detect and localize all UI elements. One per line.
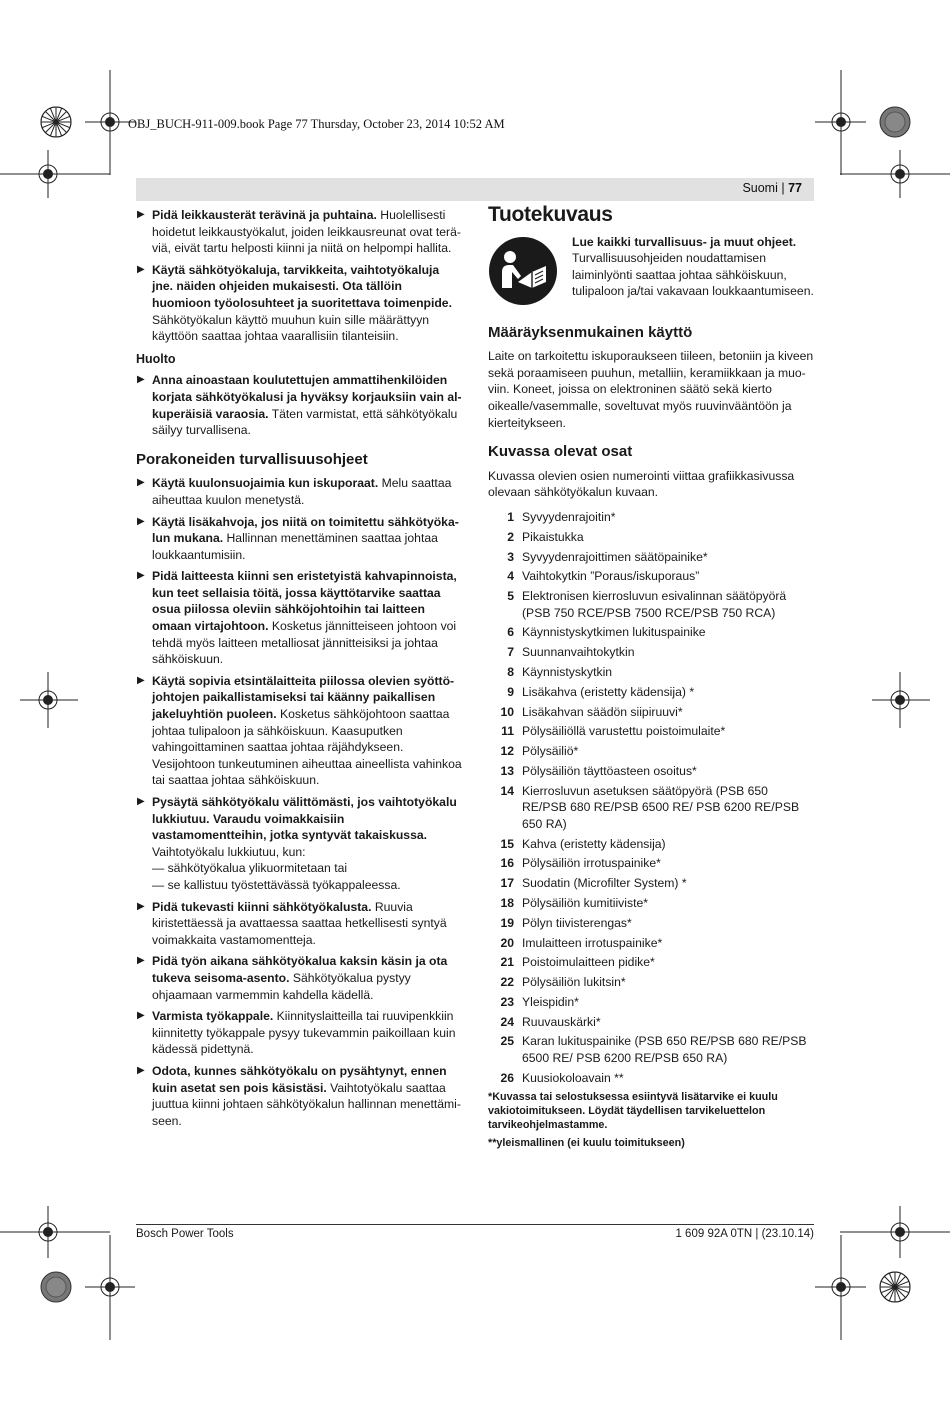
part-number: 23: [500, 994, 514, 1009]
crosshair-left-lower-icon: [0, 1206, 110, 1258]
bullet-item: [136, 794, 462, 860]
part-label: Suunnanvaihtokytkin: [522, 645, 635, 660]
part-number: 22: [500, 975, 514, 990]
color-target-bottom-right-icon: [880, 1272, 910, 1302]
part-number: 18: [500, 896, 514, 910]
crosshair-bottom-right-icon: [815, 1235, 866, 1340]
footer-divider: [136, 1224, 814, 1225]
part-label: Lisäkahvan säädön siipiruuvi*: [522, 704, 683, 719]
part-number: 9: [507, 684, 514, 699]
footer-doc-number: 1 609 92A 0TN | (23.10.14): [675, 1228, 814, 1240]
bullet-bold-text: Pysäytä sähkötyökalu välittömästi, jos vaihtotyökalu lukkiutuu. Varaudu voimakkaisiin vastamomentteihin, jotka syntyvät takaiskussa.: [152, 795, 457, 843]
warning-body-text: Turvallisuusohjeiden noudattamisen laiminlyönti saattaa johtaa sähköiskuun, tulipaloon ja/tai vakavaan loukkaantumiseen.: [572, 251, 814, 299]
warning-bold-text: Lue kaikki turvallisuus- ja muut ohjeet.: [572, 234, 797, 249]
part-label: Ruuvauskärki*: [522, 1014, 601, 1029]
crosshair-top-right-icon: [815, 70, 866, 175]
part-label: Kahva (eristetty kädensija): [522, 836, 666, 851]
triangle-bullet-icon: ▶: [137, 1010, 145, 1022]
bullet-bold-text: Odota, kunnes sähkötyökalu on pysähtynyt, ennen kuin asetat sen pois käsistäsi.: [152, 1063, 447, 1095]
bullet-item: [136, 673, 462, 789]
part-item: [488, 783, 814, 833]
triangle-bullet-icon: ▶: [137, 570, 145, 582]
part-label: Poistoimulaitteen pidike*: [522, 955, 655, 970]
part-item: [488, 935, 814, 952]
triangle-bullet-icon: ▶: [137, 674, 145, 686]
part-item: [488, 568, 814, 585]
crosshair-left-upper-icon: [0, 150, 110, 198]
part-label: Lisäkahva (eristetty kädensija) *: [522, 684, 695, 699]
color-target-top-right-icon: [880, 107, 910, 137]
part-item: [488, 974, 814, 991]
right-column: [488, 203, 814, 1154]
bullet-item: [136, 207, 462, 257]
part-item: [488, 723, 814, 740]
bullet-text: Ruuvia kiristettäessä ja avattaessa saattaa hetkellisesti syntyä voimakkaita vastamomentteja.: [152, 899, 447, 947]
bullet-bold-text: Käytä lisäkahvoja, jos niitä on toimitettu sähkötyökalun mukana.: [152, 514, 459, 546]
intended-use-heading: Määräyksenmukainen käyttö: [488, 323, 693, 341]
bullet-text: Kiinnityslaitteilla tai ruuvipenkkiin kiinnitetty työkappale pysyy tukevammin paikoillaan kuin kädessä pidettynä.: [152, 1009, 456, 1057]
bullet-item: [136, 1008, 462, 1058]
page-header-text: [742, 181, 802, 195]
triangle-bullet-icon: ▶: [137, 515, 145, 527]
part-label: Suodatin (Microfilter System) *: [522, 876, 687, 891]
bullet-text: Sähkötyökalua pystyy ohjaamaan varmemmin kahdella kädellä.: [152, 970, 411, 1002]
part-number: 8: [507, 665, 514, 679]
bullet-text: Täten varmistat, että sähkötyökalu säilyy turvallisena.: [152, 406, 458, 438]
color-target-top-left-icon: [41, 107, 71, 137]
triangle-bullet-icon: ▶: [137, 955, 145, 967]
triangle-bullet-icon: ▶: [137, 263, 145, 275]
part-number: 13: [500, 763, 514, 778]
part-item: [488, 895, 814, 912]
part-label: Pölysäiliö*: [522, 744, 579, 759]
crosshair-right-lower-icon: [840, 1206, 950, 1258]
crosshair-right-upper-icon: [840, 150, 950, 198]
part-item: [488, 1014, 814, 1031]
bullet-text: Vaihtotyökalu saattaa juuttua kiinni johtaen sähkötyökalun hallinnan menettämiseen.: [152, 1080, 461, 1128]
part-item: [488, 994, 814, 1011]
part-label: Vaihtokytkin ”Poraus/iskuporaus”: [522, 569, 700, 584]
part-item: [488, 644, 814, 661]
page-title: Tuotekuvaus: [488, 203, 613, 226]
bullet-bold-text: Pidä työn aikana sähkötyökalua kaksin käsin ja ota tukeva seisoma-asento.: [152, 954, 448, 985]
bullet-text: Huolellisesti hoidetut leikkaustyökalut, joiden leikkausreunat ovat teräviä, eivät tartu helposti kiinni ja niitä on helpompi hallita.: [152, 208, 461, 256]
bullet-bold-text: Käytä sähkötyökaluja, tarvikkeita, vaihtotyökaluja jne. näiden ohjeiden mukaisesti. Ota tällöin huomioon työolosuhteet ja suoritettava toimenpide.: [152, 262, 452, 310]
footer-brand: Bosch Power Tools: [136, 1228, 234, 1240]
bullet-text: Kosketus jännitteiseen johtoon voi tehdä myös laitteen metalliosat jännitteisiksi ja johtaa sähköiskuun.: [152, 619, 457, 667]
bullet-bold-text: Käytä sopivia etsintälaitteita piilossa olevien syöttöjohtojen paikallistamiseksi tai käänny paikallisen jakeluyhtiön puoleen.: [152, 673, 455, 722]
triangle-bullet-icon: ▶: [137, 374, 145, 386]
part-item: [488, 743, 814, 760]
page-number: 77: [788, 181, 802, 195]
part-label: Pölysäiliöllä varustettu poistoimulaite*: [522, 724, 726, 739]
color-target-bottom-left-icon: [41, 1272, 71, 1302]
part-item: [488, 875, 814, 892]
part-item: [488, 915, 814, 932]
part-label: Pölysäiliön täyttöasteen osoitus*: [522, 763, 697, 778]
part-item: [488, 704, 814, 721]
part-item: [488, 836, 814, 853]
part-label: Käynnistyskytkin: [522, 665, 613, 679]
triangle-bullet-icon: ▶: [137, 900, 145, 912]
part-number: 15: [500, 836, 514, 851]
part-label: Käynnistyskytkimen lukituspainike: [522, 625, 706, 640]
part-item: [488, 684, 814, 701]
huolto-heading: Huolto: [136, 351, 176, 366]
left-column: [136, 207, 462, 1134]
bullet-bold-text: Varmista työkappale.: [152, 1009, 274, 1024]
bullet-item: [136, 514, 462, 564]
bullet-bold-text: Käytä kuulonsuojaimia kun iskuporaat.: [152, 476, 379, 491]
part-number: 7: [507, 645, 514, 660]
header-separator: |: [781, 181, 789, 195]
part-number: 14: [500, 783, 514, 798]
part-item: [488, 763, 814, 780]
part-number: 20: [500, 935, 514, 950]
bullet-item: [136, 953, 462, 1003]
part-number: 16: [500, 856, 514, 871]
part-label: Pölysäiliön lukitsin*: [522, 975, 626, 990]
bullet-item: [136, 899, 462, 949]
part-number: 12: [500, 744, 514, 759]
part-number: 1: [507, 509, 514, 524]
bullet-bold-text: Pidä laitteesta kiinni sen eristetyistä kahvapinnoista, kun teet sellaisia töitä, jossa käyttötarvike saattaa osua piilossa oleviin sähköjohtoihin tai laitteen omaan virtajohtoon.: [152, 569, 457, 634]
part-number: 11: [501, 724, 514, 739]
part-number: 19: [500, 915, 514, 930]
part-number: 6: [507, 625, 514, 640]
bullet-item: [136, 1063, 462, 1129]
crosshair-left-middle-icon: [20, 672, 78, 728]
part-number: 2: [507, 529, 514, 544]
bullet-text: Hallinnan menettäminen saattaa johtaa loukkaantumisiin.: [152, 531, 438, 562]
triangle-bullet-icon: ▶: [137, 477, 145, 489]
part-label: Karan lukituspainike (PSB 650 RE/PSB 680 RE/PSB 6500 RE/ PSB 6200 RE/PSB 650 RA): [522, 1034, 807, 1066]
part-label: Syvyydenrajoittimen säätöpainike*: [522, 549, 708, 564]
part-label: Imulaitteen irrotuspainike*: [522, 935, 663, 950]
bullet-text: Kosketus sähköjohtoon saattaa johtaa tulipaloon ja sähköiskuun. Kaasuputken vahingoittaminen saattaa johtaa räjähdykseen. Vesijohtoon tunkeutuminen aiheuttaa aineellista vahinkoa tai saattaa johtaa sähköiskuun.: [152, 707, 462, 788]
part-number: 24: [500, 1014, 514, 1029]
intended-use-text: Laite on tarkoitettu iskuporaukseen tiileen, betoniin ja kiveen sekä poraamiseen puuhun, metalliin, keramiikkaan ja muoviin. Koneet, joissa on elektroninen säätö sekä kierto oikealle/vasemmalle, soveltuvat myös ruuvinvääntöön ja kierteitykseen.: [488, 349, 814, 430]
part-number: 25: [500, 1034, 514, 1049]
part-number: 5: [507, 589, 514, 604]
part-item: [488, 954, 814, 971]
part-number: 17: [500, 876, 514, 891]
part-item: [488, 624, 814, 641]
bullet-item: [136, 568, 462, 668]
drill-safety-heading: Porakoneiden turvallisuusohjeet: [136, 450, 368, 468]
bullet-text: Vaihtotyökalu lukkiutuu, kun:: [152, 844, 306, 859]
part-number: 3: [507, 549, 514, 564]
parts-intro-text: Kuvassa olevien osien numerointi viittaa grafiikkasivussa olevaan sähkötyökalun kuvaan.: [488, 468, 795, 500]
page-header-bar: [136, 178, 814, 201]
dash-item: — sähkötyökalua ylikuormitetaan tai: [152, 861, 348, 876]
part-item: [488, 529, 814, 546]
part-number: 10: [500, 704, 514, 719]
dash-item: — se kallistuu työstettävässä työkappaleessa.: [152, 877, 401, 892]
bullet-item: [136, 372, 462, 438]
part-label: Kuusiokoloavain **: [522, 1070, 624, 1085]
part-number: 26: [500, 1070, 514, 1085]
bullet-item: [136, 262, 462, 345]
part-item: [488, 1070, 814, 1087]
part-label: Pölysäiliön kumitiiviste*: [522, 896, 648, 910]
part-label: Pölysäiliön irrotuspainike*: [522, 856, 661, 871]
part-number: 21: [500, 955, 514, 970]
part-item: [488, 664, 814, 681]
read-instructions-block: [488, 234, 814, 309]
print-info-line: OBJ_BUCH-911-009.book Page 77 Thursday, October 23, 2014 10:52 AM: [128, 117, 505, 131]
part-label: Syvyydenrajoitin*: [522, 509, 616, 524]
part-label: Elektronisen kierrosluvun esivalinnan säätöpyörä (PSB 750 RCE/PSB 7500 RCE/PSB 750 RCA): [522, 589, 787, 620]
bullet-bold-text: Pidä tukevasti kiinni sähkötyökalusta.: [152, 899, 372, 914]
warning-text: [572, 234, 814, 300]
part-item: [488, 509, 814, 526]
triangle-bullet-icon: ▶: [137, 796, 145, 807]
parts-heading: Kuvassa olevat osat: [488, 443, 633, 461]
part-item: [488, 1033, 814, 1066]
part-item: [488, 855, 814, 872]
part-label: Pikaistukka: [522, 529, 584, 544]
part-number: 4: [507, 569, 514, 584]
part-label: Pölyn tiivisterengas*: [522, 915, 632, 930]
part-item: [488, 549, 814, 566]
parts-list: [488, 509, 814, 1087]
crosshair-bottom-left-icon: [85, 1235, 135, 1340]
footnote-accessories: *Kuvassa tai selostuksessa esiintyvä lisätarvike ei kuulu vakiotoimitukseen. Löydät täydellisen tarvikeluettelon tarvikeohjelmastamme.: [488, 1090, 778, 1131]
footnote-generic: **yleismallinen (ei kuulu toimitukseen): [488, 1136, 685, 1149]
bullet-bold-text: Pidä leikkausterät terävinä ja puhtaina.: [152, 208, 377, 222]
part-label: Yleispidin*: [522, 994, 579, 1009]
bullet-bold-text: Anna ainoastaan koulutettujen ammattihenkilöiden korjata sähkötyökalusi ja hyväksy korjauksiin vain alkuperäisiä varaosia.: [152, 373, 462, 421]
read-manual-icon: [488, 236, 558, 306]
part-label: Kierrosluvun asetuksen säätöpyörä (PSB 650 RE/PSB 680 RE/PSB 6500 RE/ PSB 6200 RE/PSB 650 RA): [522, 783, 800, 831]
bullet-text: Sähkötyökalun käyttö muuhun kuin sille määrättyyn käyttöön saattaa johtaa vaarallisiin tilanteisiin.: [152, 312, 430, 344]
header-language: Suomi: [742, 181, 778, 195]
crosshair-right-middle-icon: [872, 672, 930, 728]
bullet-item: [136, 475, 462, 508]
triangle-bullet-icon: ▶: [137, 1064, 145, 1076]
part-item: [488, 588, 814, 621]
bullet-text: Melu saattaa aiheuttaa kuulon menetystä.: [152, 476, 452, 507]
triangle-bullet-icon: ▶: [137, 209, 145, 220]
